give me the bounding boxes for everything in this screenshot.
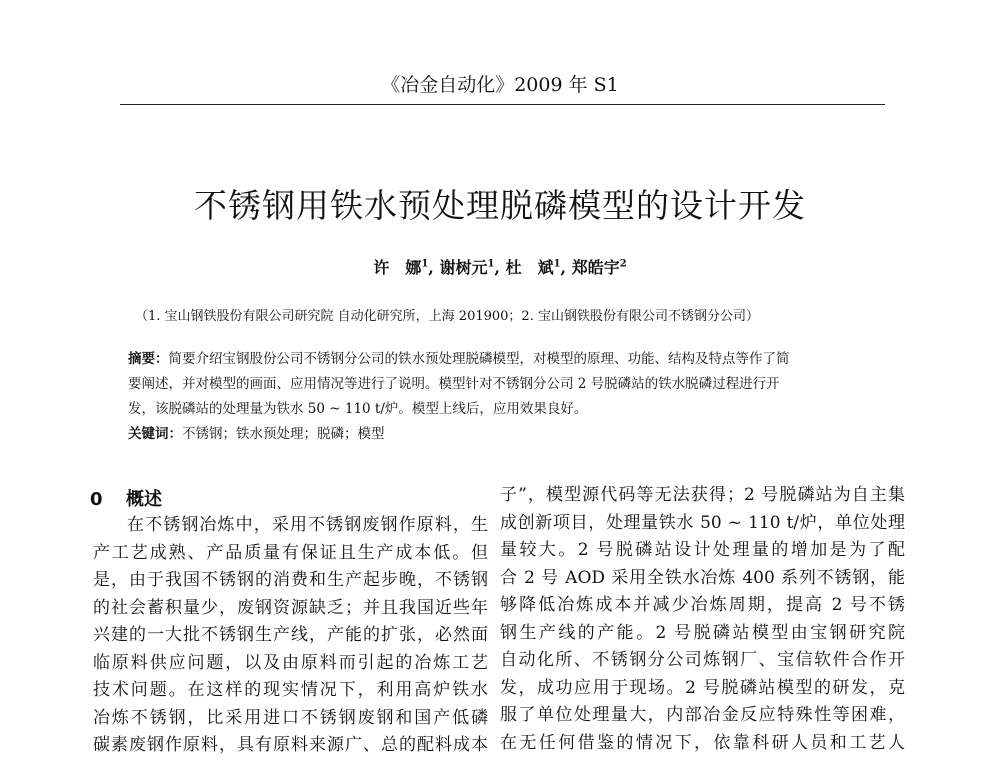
author-affil-mark: 1 — [487, 258, 495, 270]
body-line: 产工艺成熟、产品质量有保证且生产成本低。但 — [93, 542, 488, 563]
body-line: 子”，模型源代码等无法获得；2 号脱磷站为自主集 — [500, 485, 905, 505]
left-column — [93, 512, 488, 760]
keywords-text: 不锈钢；铁水预处理；脱磷；模型 — [182, 426, 385, 442]
journal-header: 《冶金自动化》2009 年 S1 — [381, 74, 619, 96]
author: 许 娜 — [373, 258, 422, 277]
body-line: 碳素废钢作原料，具有原料来源广、总的配料成本 — [93, 735, 488, 755]
body-line: 技术问题。在这样的现实情况下，利用高炉铁水 — [93, 680, 488, 700]
body-line: 合 2 号 AOD 采用全铁水冶炼 400 系列不锈钢，能 — [500, 567, 905, 588]
keywords — [128, 422, 385, 442]
abstract-line — [128, 347, 790, 367]
author-affil-mark: 1 — [421, 258, 429, 270]
body-line: 兴建的一大批不锈钢生产线，产能的扩张，必然面 — [93, 625, 488, 645]
abstract-line: 发，该脱磷站的处理量为铁水 50 ~ 110 t/炉。模型上线后，应用效果良好。 — [128, 401, 588, 417]
body-line: 服了单位处理量大，内部冶金反应特殊性等困难， — [500, 705, 905, 725]
body-line: 冶炼不锈钢，比采用进口不锈钢废钢和国产低磷 — [93, 707, 488, 728]
body-line: 自动化所、不锈钢分公司炼钢厂、宝信软件合作开 — [500, 650, 905, 670]
abstract-text: 简要介绍宝钢股份公司不锈钢分公司的铁水预处理脱磷模型，对模型的原理、功能、结构及特点等作了简 — [168, 351, 790, 367]
body-line: 临原料供应问题，以及由原料而引起的冶炼工艺 — [93, 652, 488, 673]
body-line: 成创新项目，处理量铁水 50 ~ 110 t/炉，单位处理 — [500, 512, 905, 533]
header-rule — [120, 104, 885, 105]
body-line: 在无任何借鉴的情况下，依靠科研人员和工艺人 — [500, 732, 905, 753]
author-affil-mark: 2 — [619, 258, 627, 270]
body-line: 发，成功应用于现场。2 号脱磷站模型的研发，克 — [500, 677, 905, 698]
author: 谢树元 — [439, 258, 488, 277]
section-number: 0 — [90, 489, 103, 510]
body-line: 量较大。2 号脱磷站设计处理量的增加是为了配 — [500, 540, 905, 560]
keywords-label: 关键词： — [128, 426, 182, 442]
abstract-label: 摘要： — [128, 351, 169, 367]
body-line: 够降低冶炼成本并减少冶炼周期，提高 2 号不锈 — [500, 595, 905, 615]
paper-title: 不锈钢用铁水预处理脱磷模型的设计开发 — [194, 186, 806, 225]
body-line: 在不锈钢冶炼中，采用不锈钢废钢作原料，生 — [127, 515, 488, 535]
section-title: 概述 — [126, 489, 162, 510]
body-line: 是，由于我国不锈钢的消费和生产起步晚，不锈钢 — [93, 570, 488, 590]
body-line: 钢生产线的产能。2 号脱磷站模型由宝钢研究院 — [500, 622, 905, 643]
author: 郑皓宇 — [571, 258, 620, 277]
section-heading — [90, 485, 162, 511]
affiliation: （1. 宝山钢铁股份有限公司研究院 自动化研究所，上海 201900；2. 宝山钢铁股份有限公司不锈钢分公司） — [135, 309, 759, 324]
author: 杜 斌 — [505, 258, 554, 277]
author-affil-mark: 1 — [553, 258, 561, 270]
body-line: 的社会蓄积量少，废钢资源缺乏；并且我国近些年 — [93, 597, 488, 618]
author-list: 许 娜$^1$, 谢树元$^1$, 杜 斌$^1$, 郑皓宇$^2$ — [373, 258, 627, 277]
right-column — [500, 482, 905, 757]
abstract-line: 要阐述，并对模型的画面、应用情况等进行了说明。模型针对不锈钢分公司 2 号脱磷站的铁水脱磷过程进行开 — [128, 376, 780, 392]
